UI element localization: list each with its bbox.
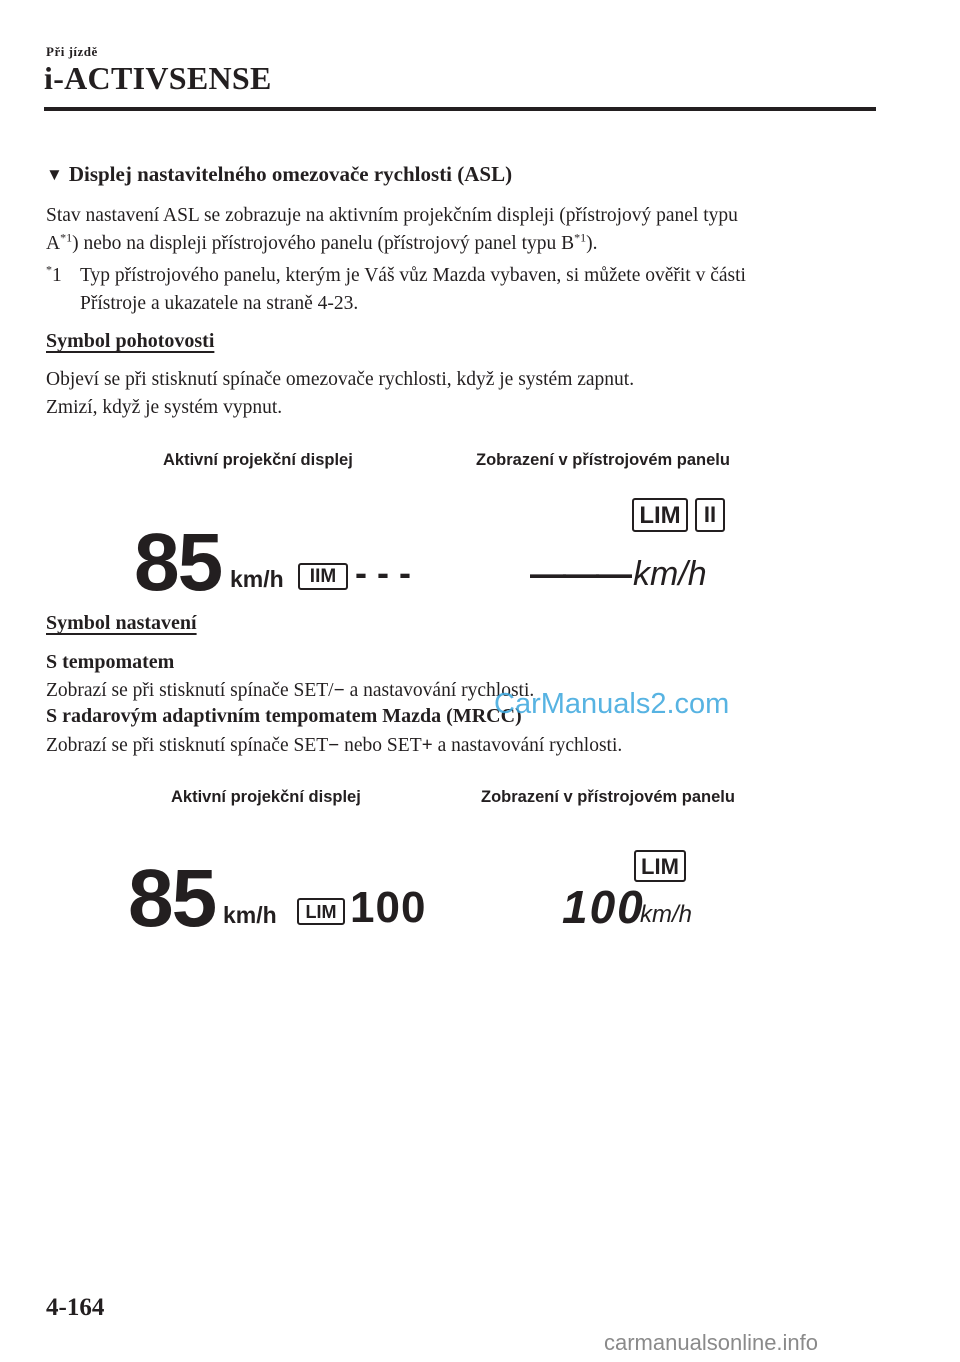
footnote xyxy=(46,262,876,318)
section-heading xyxy=(46,162,512,187)
figure1-caption-hud: Aktivní projekční displej xyxy=(163,451,353,469)
limiter-lim-icon-cluster: LIM xyxy=(634,850,686,882)
intro-line-2: $A^{*1}$) nebo na displeji přístrojového panelu (přístrojový panel typu $B^{*1}$). xyxy=(46,230,598,254)
watermark-text: CarManuals2.com xyxy=(494,688,730,720)
figure2-caption-hud: Aktivní projekční displej xyxy=(171,788,361,806)
limiter-lim-icon: LIM xyxy=(632,498,688,532)
footnote-mark: *1 xyxy=(46,262,62,286)
section-label: Při jízdě xyxy=(46,44,98,59)
limiter-lim-icon-hud: LIM xyxy=(297,898,345,925)
footnote-ref: *1 xyxy=(60,230,73,245)
mrcc-heading: S radarovým adaptivním tempomatem Mazda (MRCC) xyxy=(46,705,522,727)
limiter-standby-box-icon: II xyxy=(695,498,725,532)
plus-icon: + xyxy=(421,735,433,756)
setting-subheading: Symbol nastavení xyxy=(46,612,197,634)
figure1-caption-cluster: Zobrazení v přístrojovém panelu xyxy=(476,451,730,469)
triangle-down-icon: ▼ xyxy=(46,165,63,184)
figure2-set-speed-cluster: 100 xyxy=(562,881,645,933)
chapter-title: i-ACTIVSENSE xyxy=(44,60,272,96)
figure2-set-speed-hud: 100 xyxy=(350,883,427,932)
figure2-caption-cluster: Zobrazení v přístrojovém panelu xyxy=(481,788,735,806)
cruise-heading: S tempomatem xyxy=(46,651,175,673)
intro-paragraph xyxy=(46,202,876,258)
intro-line-1: Stav nastavení ASL se zobrazuje na aktivním projekčním displeji (přístrojový panel typu xyxy=(46,205,738,226)
footnote-line-2: Přístroje a ukazatele na straně 4-23. xyxy=(80,293,359,314)
figure2-speed: 85 xyxy=(128,853,216,944)
section-heading-text: Displej nastavitelného omezovače rychlosti (ASL) xyxy=(68,162,513,186)
limiter-standby-icon: IIM xyxy=(298,563,348,590)
footnote-ref: *1 xyxy=(574,230,587,245)
cruise-text: Zobrazí se při stisknutí spínače SET/− a nastavování rychlosti. xyxy=(46,680,535,701)
standby-line-1: Objeví se při stisknutí spínače omezovače rychlosti, když je systém zapnut. xyxy=(46,369,635,390)
figure1-unit-hud: km/h xyxy=(230,566,284,592)
title-divider xyxy=(44,107,876,111)
figure1-dashes-hud: - - - xyxy=(355,552,411,593)
standby-subheading: Symbol pohotovosti xyxy=(46,330,215,352)
minus-icon: − xyxy=(328,735,340,756)
standby-paragraph xyxy=(46,366,876,422)
figure1-speed: 85 xyxy=(134,517,222,608)
mrcc-text: Zobrazí se při stisknutí spínače SET− nebo SET+ a nastavování rychlosti. xyxy=(46,735,623,756)
figure2-unit-cluster: km/h xyxy=(640,901,693,928)
standby-line-2: Zmizí, když je systém vypnut. xyxy=(46,397,283,418)
page-number: 4-164 xyxy=(46,1294,105,1321)
footer-site: carmanualsonline.info xyxy=(604,1330,819,1355)
figure2-unit-hud: km/h xyxy=(223,902,277,928)
footnote-line-1: *1 Typ přístrojového panelu, kterým je Váš vůz Mazda vybaven, si můžete ověřit v části xyxy=(46,262,876,290)
figure1-dashes-cluster: ——— xyxy=(530,553,629,594)
figure1-unit-cluster: km/h xyxy=(633,555,707,593)
minus-icon: − xyxy=(333,680,345,701)
